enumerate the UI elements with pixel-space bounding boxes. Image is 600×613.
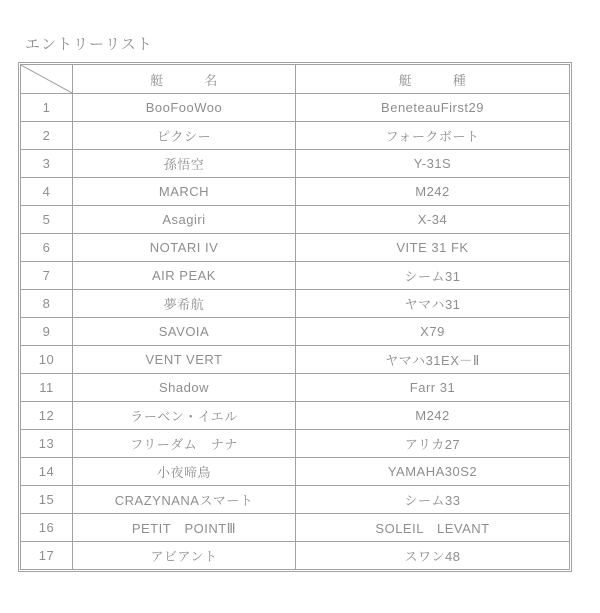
boat-name-cell: 夢希航: [73, 290, 296, 318]
boat-name-cell: BooFooWoo: [73, 94, 296, 122]
boat-name-cell: フリーダム ナナ: [73, 430, 296, 458]
boat-type-cell: M242: [296, 178, 570, 206]
row-number-cell: 13: [21, 430, 73, 458]
row-number-cell: 8: [21, 290, 73, 318]
row-number-cell: 2: [21, 122, 73, 150]
boat-type-cell: Farr 31: [296, 374, 570, 402]
boat-name-cell: Asagiri: [73, 206, 296, 234]
table-row: [21, 206, 570, 234]
table-row: [21, 402, 570, 430]
table-row: [21, 514, 570, 542]
row-number-cell: 10: [21, 346, 73, 374]
table-row: [21, 234, 570, 262]
table-row: [21, 290, 570, 318]
boat-type-cell: シーム33: [296, 486, 570, 514]
boat-name-cell: Shadow: [73, 374, 296, 402]
boat-type-cell: YAMAHA30S2: [296, 458, 570, 486]
boat-type-cell: X-34: [296, 206, 570, 234]
table-row: [21, 486, 570, 514]
boat-name-cell: 孫悟空: [73, 150, 296, 178]
boat-type-cell: シーム31: [296, 262, 570, 290]
boat-type-cell: アリカ27: [296, 430, 570, 458]
row-number-cell: 5: [21, 206, 73, 234]
boat-type-cell: Y-31S: [296, 150, 570, 178]
table-row: [21, 346, 570, 374]
table-row: [21, 150, 570, 178]
row-number-cell: 14: [21, 458, 73, 486]
table-row: [21, 122, 570, 150]
table-row: [21, 94, 570, 122]
row-number-cell: 9: [21, 318, 73, 346]
boat-type-cell: X79: [296, 318, 570, 346]
boat-type-cell: SOLEIL LEVANT: [296, 514, 570, 542]
table-row: [21, 262, 570, 290]
boat-type-cell: スワン48: [296, 542, 570, 570]
boat-name-cell: NOTARI IV: [73, 234, 296, 262]
boat-type-cell: M242: [296, 402, 570, 430]
diagonal-line: [21, 65, 72, 93]
table-row: [21, 458, 570, 486]
boat-name-cell: VENT VERT: [73, 346, 296, 374]
boat-type-cell: BeneteauFirst29: [296, 94, 570, 122]
table-row: [21, 178, 570, 206]
boat-name-cell: 小夜啼鳥: [73, 458, 296, 486]
table-body: [21, 94, 570, 570]
row-number-cell: 16: [21, 514, 73, 542]
row-number-cell: 15: [21, 486, 73, 514]
boat-type-cell: VITE 31 FK: [296, 234, 570, 262]
table-row: [21, 542, 570, 570]
row-number-cell: 7: [21, 262, 73, 290]
row-number-cell: 17: [21, 542, 73, 570]
boat-name-cell: アビアント: [73, 542, 296, 570]
header-row: [21, 65, 570, 94]
entry-table: [20, 64, 570, 570]
row-number-cell: 6: [21, 234, 73, 262]
table-row: [21, 318, 570, 346]
boat-name-header: 艇 名: [73, 65, 296, 94]
row-number-cell: 1: [21, 94, 73, 122]
boat-name-cell: MARCH: [73, 178, 296, 206]
boat-type-cell: ヤマハ31EX－Ⅱ: [296, 346, 570, 374]
boat-type-cell: ヤマハ31: [296, 290, 570, 318]
row-number-cell: 3: [21, 150, 73, 178]
corner-cell: [21, 65, 73, 94]
table-row: [21, 374, 570, 402]
boat-type-cell: フォークボート: [296, 122, 570, 150]
boat-name-cell: AIR PEAK: [73, 262, 296, 290]
row-number-cell: 12: [21, 402, 73, 430]
boat-name-cell: CRAZYNANAスマート: [73, 486, 296, 514]
page-title: エントリーリスト: [25, 36, 153, 53]
table-row: [21, 430, 570, 458]
boat-type-header: 艇 種: [296, 65, 570, 94]
boat-name-cell: ラーベン・イエル: [73, 402, 296, 430]
boat-name-cell: PETIT POINTⅢ: [73, 514, 296, 542]
boat-name-cell: SAVOIA: [73, 318, 296, 346]
boat-name-cell: ピクシー: [73, 122, 296, 150]
entry-table-frame: [18, 62, 572, 572]
row-number-cell: 11: [21, 374, 73, 402]
row-number-cell: 4: [21, 178, 73, 206]
